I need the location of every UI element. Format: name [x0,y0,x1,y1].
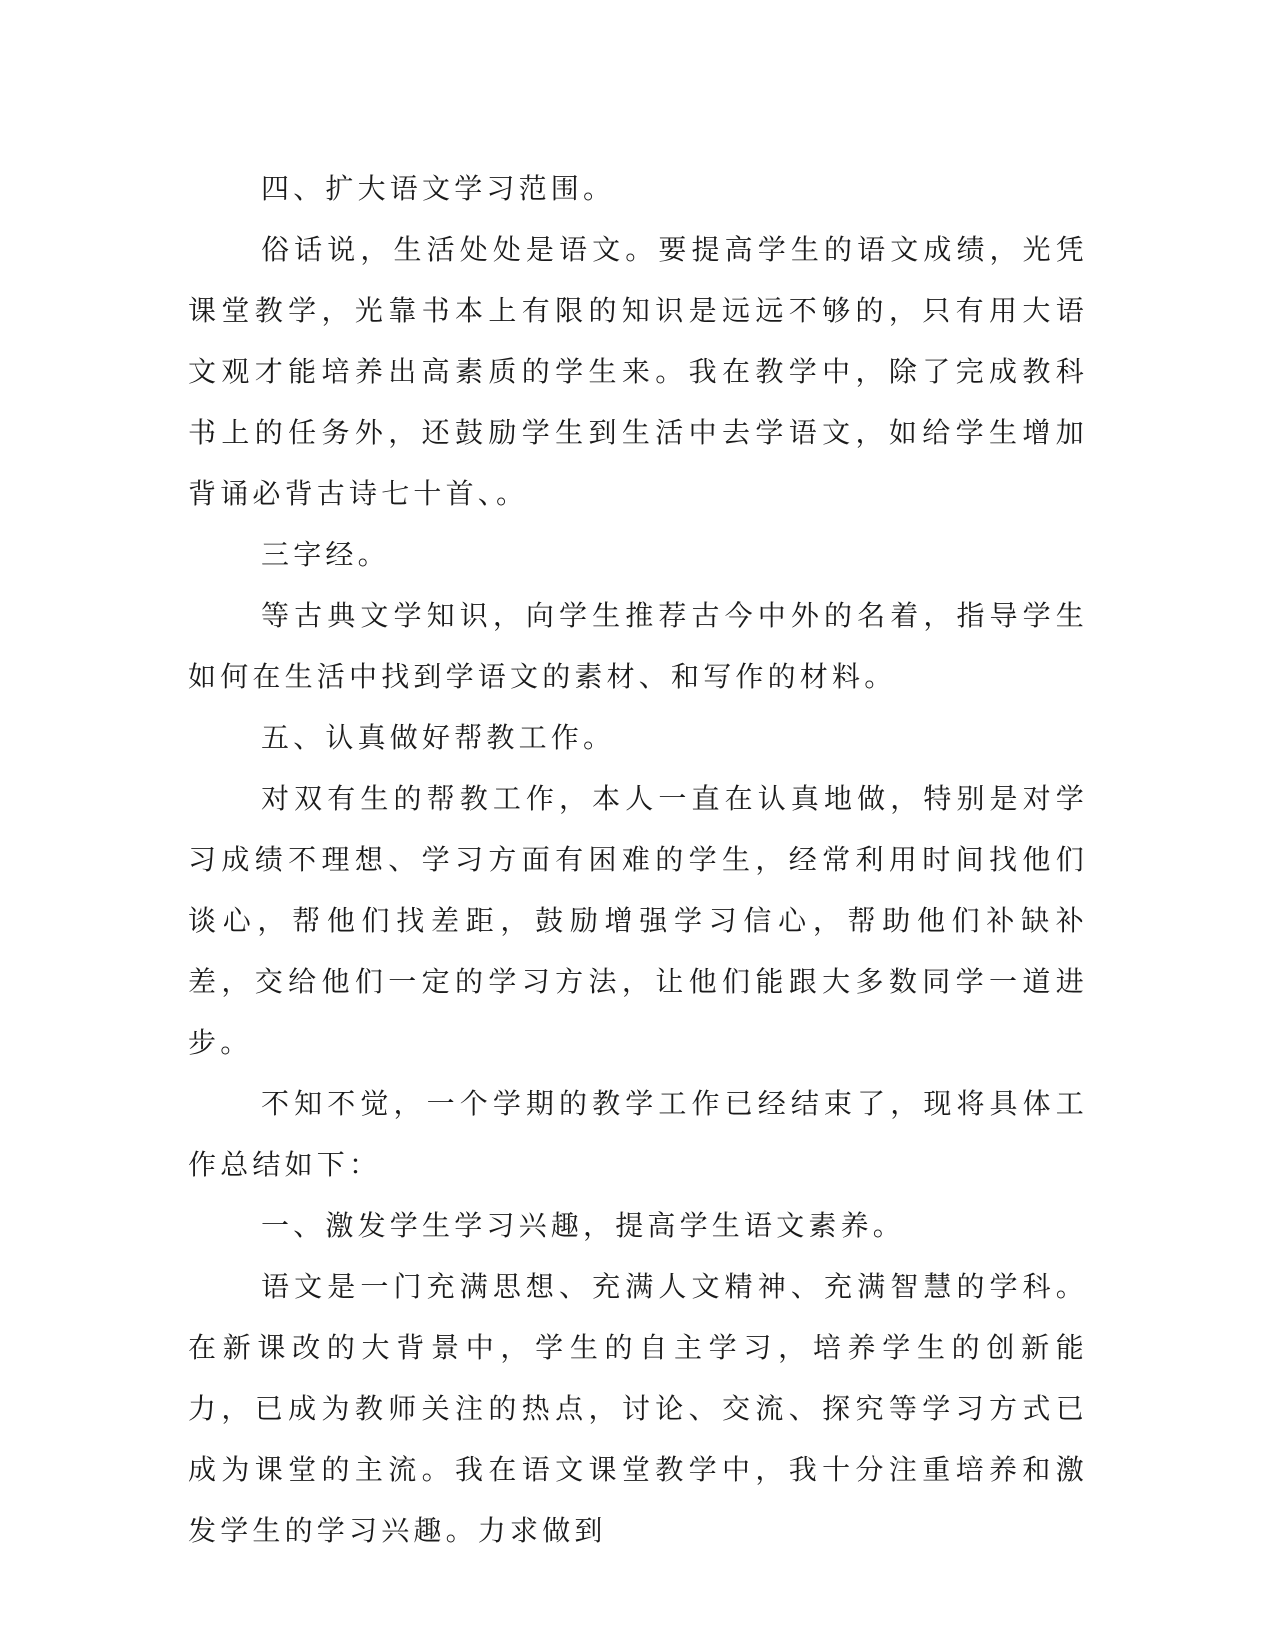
section-heading-four: 四、扩大语文学习范围。 [261,172,616,205]
section-heading-one: 一、激发学生学习兴趣，提高学生语文素养。 [261,1209,906,1242]
paragraph-chinese-subject: 语文是一门充满思想、充满人文精神、充满智慧的学科。在新课改的大背景中，学生的自主学习，培养学生的创新能力，已成为教师关注的热点，讨论、交流、探究等学习方式已成为课堂的主流。我在语文课堂教学中，我十分注重培养和激发学生的学习兴趣。力求做到 [188,1270,1088,1547]
paragraph-semester-summary: 不知不觉，一个学期的教学工作已经结束了，现将具体工作总结如下： [188,1087,1088,1181]
document-body [188,158,1088,1561]
section-heading-five: 五、认真做好帮教工作。 [261,721,616,754]
paragraph-tutoring-work: 对双有生的帮教工作，本人一直在认真地做，特别是对学习成绩不理想、学习方面有困难的学生，经常利用时间找他们谈心，帮他们找差距，鼓励增强学习信心，帮助他们补缺补差，交给他们一定的学习方法，让他们能跟大多数同学一道进步。 [188,782,1088,1059]
paragraph-three-character-classic: 三字经。 [261,538,390,571]
paragraph-classical-literature: 等古典文学知识，向学生推荐古今中外的名着，指导学生如何在生活中找到学语文的素材、和写作的材料。 [188,599,1088,693]
paragraph-life-chinese: 俗话说，生活处处是语文。要提高学生的语文成绩，光凭课堂教学，光靠书本上有限的知识是远远不够的，只有用大语文观才能培养出高素质的学生来。我在教学中，除了完成教科书上的任务外，还鼓励学生到生活中去学语文，如给学生增加背诵必背古诗七十首、。 [188,233,1088,510]
